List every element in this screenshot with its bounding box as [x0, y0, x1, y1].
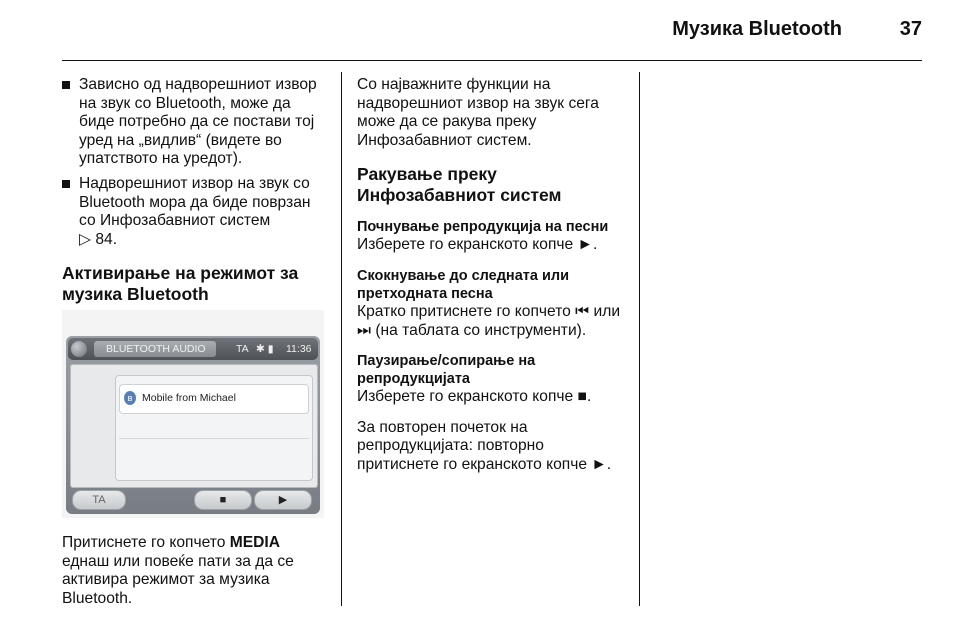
bluetooth-icon: ʙ: [124, 391, 136, 405]
press-rest-text: еднаш или повеќе пати за да се активира режимот за музика Bluetooth.: [62, 552, 294, 607]
bluetooth-signal-icon: ✱ ▮: [256, 343, 274, 355]
bullet-item: [62, 76, 326, 169]
bullet-text: Надворешниот извор на звук со Bluetooth мора да биде поврзан со Инфозабавниот систем: [79, 174, 311, 230]
device-name: Mobile from Michael: [142, 392, 236, 404]
section-heading: Ракување преку Инфозабавниот систем: [357, 164, 562, 206]
header-title: Музика Bluetooth: [672, 18, 842, 40]
list-divider: [119, 438, 309, 439]
section-heading: Активирање на режимот за музика Bluetooth: [62, 263, 299, 305]
screen-content: [70, 364, 318, 488]
bullet-item: [62, 175, 326, 249]
bullet-square-icon: [62, 180, 70, 188]
right-column: [357, 76, 627, 475]
screen-illustration: [62, 310, 324, 518]
bullet-text: Зависно од надворешниот извор на звук со Bluetooth, може да биде потребно да се постави тој уред на „видлив“ (видете во упатството на уредот).: [79, 76, 317, 168]
media-button-label: MEDIA: [229, 534, 280, 551]
press-text: Притиснете го копчето: [62, 534, 226, 551]
column-divider-right: [639, 72, 640, 606]
column-divider-left: [341, 72, 342, 606]
subsection-title: Паузирање/сопирање на репродукцијата: [357, 353, 536, 388]
subsection-title: Почнување репродукција на песни: [357, 219, 609, 236]
list-item[interactable]: [119, 384, 309, 414]
subsection-text: Изберете го екранското копче ►.: [357, 236, 598, 254]
intro-paragraph: Со најважните функции на надворешниот извор на звук сега може да се ракува преку Инфозабавниот систем.: [357, 76, 599, 149]
page-ref-icon: ▷: [79, 230, 91, 248]
bullet-square-icon: [62, 81, 70, 89]
logo-icon: [71, 341, 87, 357]
screen-titlebar: [68, 338, 318, 360]
page-number: 37: [899, 18, 922, 40]
ta-button[interactable]: TA: [72, 490, 126, 510]
play-button[interactable]: ▶: [254, 490, 312, 510]
device-list: [115, 375, 313, 481]
clock: 11:36: [286, 343, 312, 355]
screen-title: BLUETOOTH AUDIO: [106, 343, 206, 355]
stop-button[interactable]: ■: [194, 490, 252, 510]
display-screen: [66, 336, 320, 514]
press-media-paragraph: [62, 534, 326, 608]
subsection-text: Изберете го екранското копче ■.: [357, 388, 592, 406]
restart-paragraph: За повторен почеток на репродукцијата: повторно притиснете го екранското копче ►.: [357, 418, 612, 473]
header-rule: [62, 60, 922, 61]
ta-indicator: TA: [236, 343, 249, 355]
subsection-text: Кратко притиснете го копчето ⏮ или ⏭ (на таблата со инструменти).: [357, 302, 621, 339]
subsection-title: Скокнување до следната или претходната песна: [357, 267, 569, 302]
left-column: [62, 76, 326, 305]
page-ref: 84.: [95, 230, 118, 248]
